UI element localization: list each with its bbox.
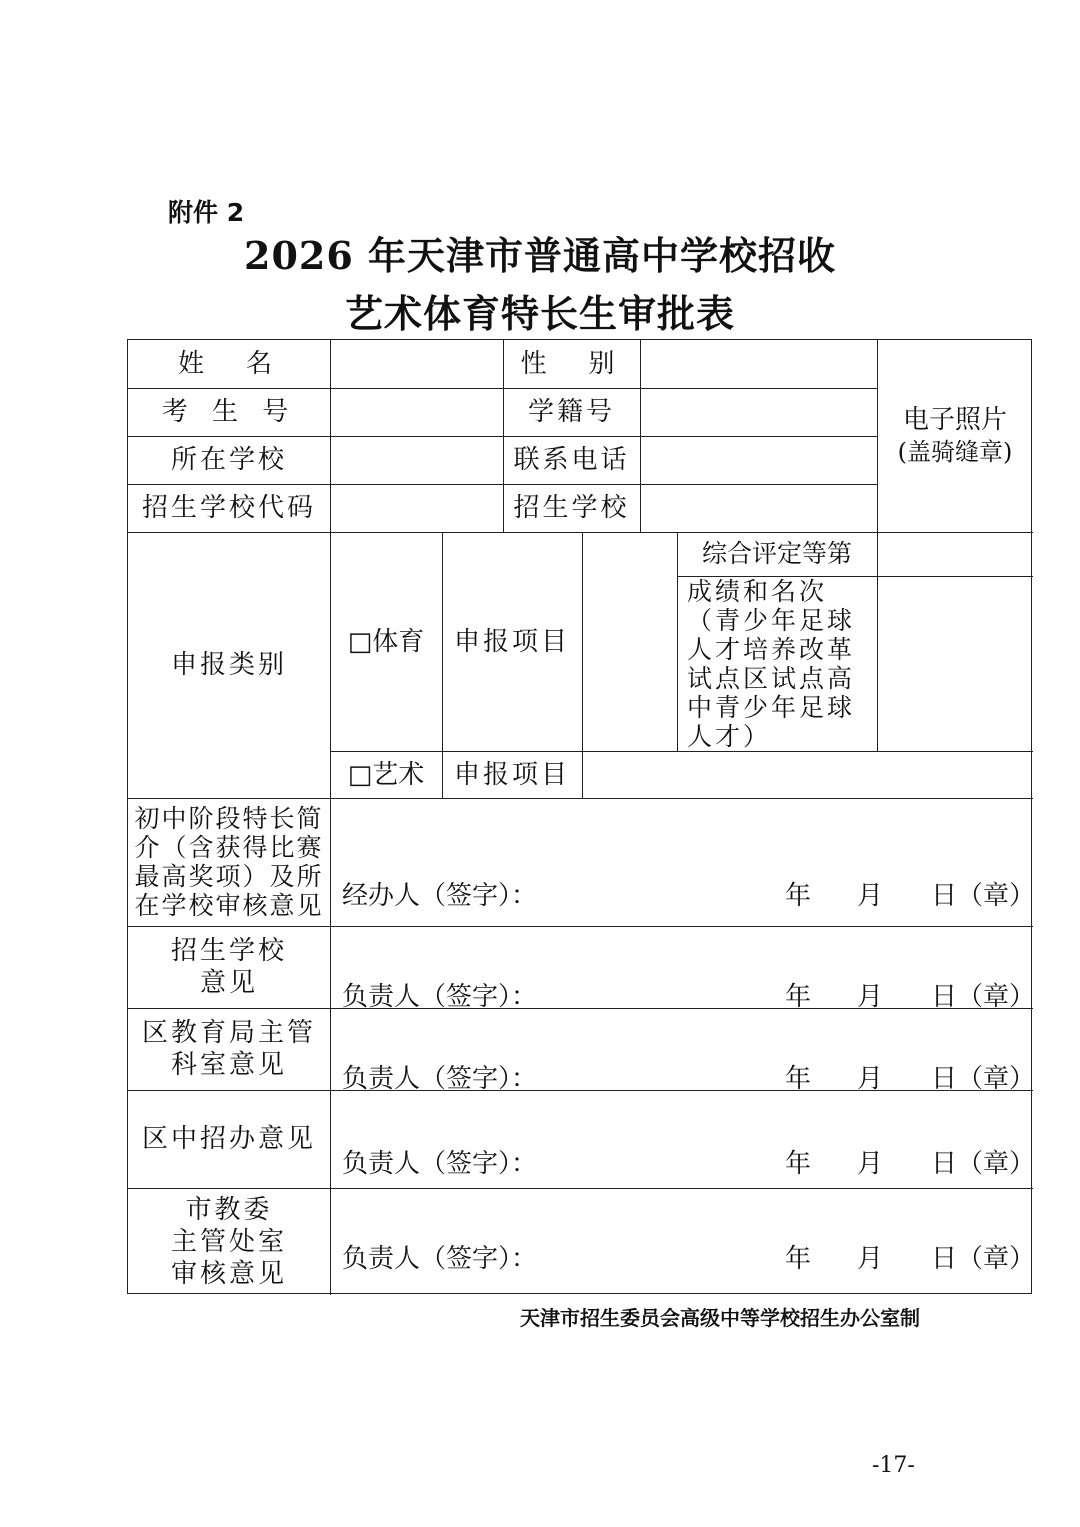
issuer-note: 天津市招生委员会高级中等学校招生办公室制 [520,1306,920,1330]
month-label: 月 [857,881,884,911]
responsible-signature-label: 负责人（签字）： [342,1244,538,1274]
arts-project-label: 申报项目 [453,759,570,790]
grade-input[interactable] [877,532,1033,576]
name-input[interactable] [330,340,503,388]
gender-input[interactable] [640,340,877,388]
month-label: 月 [857,1064,884,1094]
student-number-input[interactable] [640,388,877,436]
photo-seal-note: (盖骑缝章) [897,438,1013,466]
attachment-label: 附件 2 [168,198,245,227]
arts-project-input[interactable] [582,751,1033,798]
page-number: -17- [872,1453,915,1478]
current-school-label: 所在学校 [170,445,287,475]
phone-input[interactable] [640,436,877,484]
enroll-school-opinion-label: 招生学校 意见 [170,936,287,998]
specialty-intro-label: 初中阶段特长简 介（含获得比赛 最高奖项）及所 在学校审核意见 [134,804,324,920]
gender-label: 性 别 [520,349,623,379]
year-label: 年 [785,982,812,1012]
district-office-opinion-label: 区中招办意见 [141,1124,316,1154]
handler-signature-label: 经办人（签字）： [342,881,538,911]
enroll-school-label: 招生学校 [513,493,630,523]
responsible-signature-label: 负责人（签字）： [342,1149,538,1179]
year-label: 年 [785,1244,812,1274]
sports-checkbox[interactable]: □体育 [347,626,425,657]
day-seal-label: 日（章） [931,881,1036,911]
day-seal-label: 日（章） [931,1244,1036,1274]
photo-box[interactable] [877,340,1033,532]
exam-number-input[interactable] [330,388,503,436]
year-label: 年 [785,1149,812,1179]
responsible-signature-label: 负责人（签字）： [342,1064,538,1094]
student-number-label: 学籍号 [527,397,615,427]
phone-label: 联系电话 [513,445,630,475]
city-edu-opinion-label: 市教委 主管处室 审核意见 [170,1194,287,1289]
month-label: 月 [857,1244,884,1274]
grade-label: 综合评定等第 [701,539,852,568]
arts-checkbox[interactable]: □艺术 [347,759,425,790]
day-seal-label: 日（章） [931,1064,1036,1094]
current-school-input[interactable] [330,436,503,484]
exam-number-label: 考 生 号 [161,397,297,427]
sports-project-input[interactable] [582,532,677,751]
school-code-input[interactable] [330,484,503,532]
year-label: 年 [785,1064,812,1094]
form-title-line2: 艺术体育特长生审批表 [344,291,735,336]
month-label: 月 [857,982,884,1012]
year-label: 年 [785,881,812,911]
enroll-school-input[interactable] [640,484,877,532]
score-rank-label: 成绩和名次 （青少年足球 人才培养改革 试点区试点高 中青少年足球 人才） [687,576,856,751]
name-label: 姓 名 [177,349,280,379]
form-title-line1: 2026 年天津市普通高中学校招收 [244,233,836,278]
category-label: 申报类别 [170,650,287,680]
sports-project-label: 申报项目 [453,626,570,657]
score-rank-input[interactable] [877,576,1033,751]
photo-label: 电子照片 [902,405,1007,435]
approval-form-table [127,339,1036,1294]
school-code-label: 招生学校代码 [141,493,316,523]
day-seal-label: 日（章） [931,982,1036,1012]
day-seal-label: 日（章） [931,1149,1036,1179]
month-label: 月 [857,1149,884,1179]
district-edu-opinion-label: 区教育局主管 科室意见 [141,1018,316,1080]
responsible-signature-label: 负责人（签字）： [342,982,538,1012]
